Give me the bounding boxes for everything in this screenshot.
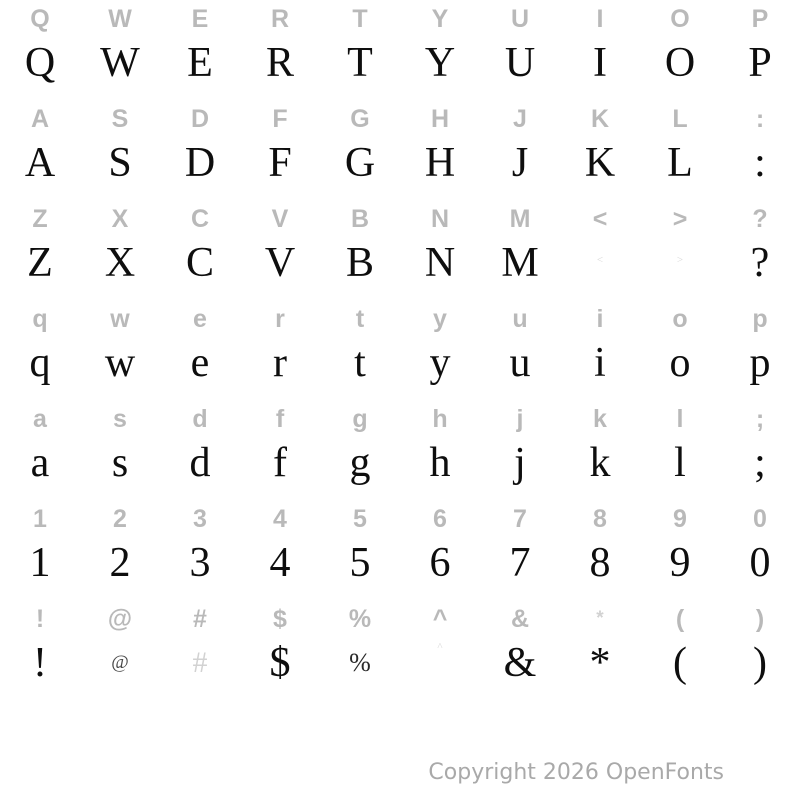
glyph-reference-r7-c6: ^ xyxy=(432,605,448,633)
glyph-display-r7-c3: # xyxy=(192,646,208,679)
glyph-display-r6-c3: 3 xyxy=(189,540,211,586)
glyph-display-r6-c8: 8 xyxy=(589,540,611,586)
glyph-display-r4-c10: p xyxy=(749,340,771,386)
glyph-reference-r7-c8: * xyxy=(596,608,604,629)
glyph-reference-r2-c4: F xyxy=(272,105,288,133)
glyph-reference-r1-c10: P xyxy=(751,5,769,33)
copyright-text: Copyright 2026 OpenFonts xyxy=(428,760,724,785)
glyph-display-r5-c6: h xyxy=(429,440,451,486)
glyph-reference-r4-c3: e xyxy=(193,305,207,333)
lowercase-top-row-reference xyxy=(0,301,800,337)
glyph-display-r6-c2: 2 xyxy=(109,540,131,586)
glyph-reference-r6-c8: 8 xyxy=(593,505,607,533)
glyph-display-r7-c8: * xyxy=(589,640,611,686)
glyph-display-r4-c2: w xyxy=(104,340,136,386)
glyph-reference-r2-c8: K xyxy=(590,105,610,133)
symbols-row-display xyxy=(0,638,800,688)
glyph-display-r7-c6: ^ xyxy=(437,641,443,653)
glyph-display-r7-c7: & xyxy=(503,640,537,686)
glyph-display-r5-c8: k xyxy=(589,440,611,486)
glyph-reference-r4-c8: i xyxy=(596,305,604,333)
glyph-display-r2-c1: A xyxy=(24,140,56,186)
glyph-display-r1-c4: R xyxy=(265,40,294,86)
glyph-display-r7-c2: @ xyxy=(111,652,129,673)
glyph-reference-r5-c9: l xyxy=(676,405,684,433)
glyph-display-r5-c4: f xyxy=(273,440,287,486)
glyph-reference-r4-c4: r xyxy=(275,305,285,333)
glyph-reference-r3-c3: C xyxy=(190,205,210,233)
glyph-reference-r2-c5: G xyxy=(350,105,370,133)
glyph-reference-r4-c10: p xyxy=(752,305,768,333)
glyph-reference-r1-c4: R xyxy=(270,5,290,33)
glyph-reference-r5-c10: ; xyxy=(755,405,765,433)
digits-row-display xyxy=(0,538,800,588)
glyph-display-r2-c3: D xyxy=(184,140,216,186)
glyph-reference-r3-c2: X xyxy=(111,205,129,233)
glyph-display-r1-c8: I xyxy=(593,40,607,86)
glyph-reference-r6-c6: 6 xyxy=(433,505,447,533)
glyph-reference-r5-c4: f xyxy=(275,405,285,433)
glyph-display-r2-c7: J xyxy=(511,140,529,186)
glyph-display-r2-c8: K xyxy=(584,140,616,186)
glyph-reference-r7-c1: ! xyxy=(35,605,45,633)
glyph-reference-r5-c2: s xyxy=(113,405,127,433)
glyph-display-r1-c10: P xyxy=(748,40,772,86)
glyph-reference-r3-c1: Z xyxy=(32,205,48,233)
glyph-display-r1-c6: Y xyxy=(424,40,456,86)
uppercase-bottom-row-reference xyxy=(0,201,800,237)
glyph-display-r6-c5: 5 xyxy=(349,540,371,586)
glyph-reference-r6-c9: 9 xyxy=(673,505,687,533)
glyph-reference-r5-c5: g xyxy=(352,405,368,433)
uppercase-home-row-display xyxy=(0,138,800,188)
digits-row-reference xyxy=(0,501,800,537)
glyph-display-r3-c8: < xyxy=(596,254,604,266)
glyph-display-r6-c1: 1 xyxy=(29,540,51,586)
glyph-display-r6-c9: 9 xyxy=(669,540,691,586)
glyph-reference-r5-c7: j xyxy=(516,405,524,433)
glyph-display-r4-c9: o xyxy=(669,340,691,386)
glyph-reference-r2-c10: : xyxy=(755,105,765,133)
glyph-display-r3-c10: ? xyxy=(750,240,770,286)
glyph-reference-r3-c9: > xyxy=(672,205,688,233)
glyph-display-r4-c3: e xyxy=(190,340,210,386)
glyph-display-r3-c1: Z xyxy=(27,240,53,286)
glyph-display-r3-c7: M xyxy=(501,240,539,286)
glyph-display-r3-c2: X xyxy=(104,240,136,286)
glyph-reference-r6-c5: 5 xyxy=(353,505,367,533)
glyph-display-r5-c2: s xyxy=(111,440,129,486)
glyph-display-r3-c3: C xyxy=(185,240,214,286)
glyph-display-r3-c5: B xyxy=(345,240,374,286)
glyph-display-r2-c9: L xyxy=(667,140,693,186)
glyph-reference-r3-c8: < xyxy=(592,205,608,233)
glyph-display-r5-c7: j xyxy=(514,440,526,486)
uppercase-bottom-row-display xyxy=(0,238,800,288)
glyph-display-r2-c10: : xyxy=(754,140,766,186)
glyph-display-r6-c7: 7 xyxy=(509,540,531,586)
glyph-display-r4-c1: q xyxy=(29,340,51,386)
glyph-display-r2-c6: H xyxy=(424,140,456,186)
glyph-reference-r4-c2: w xyxy=(110,305,130,333)
uppercase-top-row-display xyxy=(0,38,800,88)
glyph-display-r7-c4: $ xyxy=(269,640,291,686)
glyph-display-r3-c9: > xyxy=(676,254,684,266)
glyph-reference-r6-c3: 3 xyxy=(193,505,207,533)
glyph-reference-r6-c1: 1 xyxy=(33,505,47,533)
glyph-reference-r1-c5: T xyxy=(352,5,368,33)
glyph-display-r3-c6: N xyxy=(424,240,456,286)
glyph-reference-r1-c6: Y xyxy=(431,5,449,33)
glyph-reference-r5-c6: h xyxy=(432,405,448,433)
glyph-display-r4-c5: t xyxy=(354,340,366,386)
glyph-display-r6-c4: 4 xyxy=(269,540,291,586)
glyph-display-r4-c4: r xyxy=(273,340,287,386)
glyph-display-r1-c1: Q xyxy=(24,40,56,86)
glyph-display-r1-c7: U xyxy=(504,40,536,86)
glyph-reference-r7-c3: # xyxy=(193,605,207,633)
lowercase-top-row-display xyxy=(0,338,800,388)
glyph-reference-r1-c9: O xyxy=(670,5,690,33)
glyph-reference-r2-c6: H xyxy=(430,105,450,133)
glyph-display-r1-c5: T xyxy=(347,40,373,86)
glyph-display-r7-c9: ( xyxy=(673,640,687,686)
glyph-reference-r3-c6: N xyxy=(430,205,450,233)
glyph-reference-r6-c4: 4 xyxy=(273,505,287,533)
lowercase-home-row-display xyxy=(0,438,800,488)
glyph-reference-r5-c3: d xyxy=(192,405,208,433)
lowercase-home-row-reference xyxy=(0,401,800,437)
glyph-reference-r2-c9: L xyxy=(672,105,688,133)
glyph-display-r4-c7: u xyxy=(509,340,531,386)
uppercase-home-row-reference xyxy=(0,101,800,137)
glyph-display-r1-c2: W xyxy=(100,40,140,86)
glyph-display-r5-c10: ; xyxy=(754,440,766,486)
glyph-display-r6-c6: 6 xyxy=(429,540,451,586)
glyph-reference-r3-c5: B xyxy=(350,205,370,233)
glyph-display-r3-c4: V xyxy=(264,240,296,286)
glyph-reference-r3-c7: M xyxy=(509,205,531,233)
glyph-reference-r2-c1: A xyxy=(30,105,50,133)
glyph-display-r7-c1: ! xyxy=(33,640,47,686)
glyph-display-r1-c9: O xyxy=(664,40,696,86)
glyph-display-r4-c8: i xyxy=(594,340,606,386)
glyph-display-r2-c4: F xyxy=(268,140,292,186)
glyph-reference-r1-c7: U xyxy=(510,5,530,33)
glyph-reference-r7-c2: @ xyxy=(107,605,133,633)
glyph-reference-r5-c8: k xyxy=(593,405,607,433)
glyph-reference-r4-c9: o xyxy=(672,305,688,333)
glyph-reference-r5-c1: a xyxy=(33,405,47,433)
glyph-reference-r2-c3: D xyxy=(190,105,210,133)
glyph-reference-r7-c5: % xyxy=(348,605,372,633)
glyph-reference-r7-c9: ( xyxy=(675,605,685,633)
glyph-display-r2-c5: G xyxy=(344,140,376,186)
glyph-display-r1-c3: E xyxy=(187,40,213,86)
glyph-reference-r3-c4: V xyxy=(271,205,289,233)
glyph-display-r5-c9: l xyxy=(674,440,686,486)
glyph-reference-r4-c6: y xyxy=(433,305,447,333)
glyph-reference-r7-c10: ) xyxy=(755,605,765,633)
glyph-reference-r1-c2: W xyxy=(108,5,132,33)
glyph-reference-r1-c8: I xyxy=(596,5,604,33)
glyph-display-r2-c2: S xyxy=(108,140,132,186)
glyph-reference-r2-c7: J xyxy=(513,105,527,133)
glyph-display-r7-c5: % xyxy=(349,648,371,677)
glyph-display-r5-c1: a xyxy=(30,440,50,486)
glyph-reference-r6-c7: 7 xyxy=(513,505,527,533)
glyph-reference-r1-c1: Q xyxy=(30,5,50,33)
glyph-reference-r4-c5: t xyxy=(355,305,365,333)
glyph-reference-r1-c3: E xyxy=(191,5,209,33)
glyph-reference-r4-c1: q xyxy=(32,305,48,333)
glyph-reference-r6-c10: 0 xyxy=(753,505,767,533)
glyph-display-r6-c10: 0 xyxy=(749,540,771,586)
glyph-reference-r7-c7: & xyxy=(510,605,530,633)
uppercase-top-row-reference xyxy=(0,1,800,37)
glyph-display-r5-c3: d xyxy=(189,440,211,486)
glyph-reference-r4-c7: u xyxy=(512,305,528,333)
glyph-reference-r7-c4: $ xyxy=(273,605,287,633)
glyph-display-r7-c10: ) xyxy=(753,640,767,686)
glyph-display-r4-c6: y xyxy=(429,340,451,386)
glyph-reference-r3-c10: ? xyxy=(752,205,768,233)
glyph-reference-r6-c2: 2 xyxy=(113,505,127,533)
glyph-reference-r2-c2: S xyxy=(111,105,129,133)
glyph-display-r5-c5: g xyxy=(349,440,371,486)
